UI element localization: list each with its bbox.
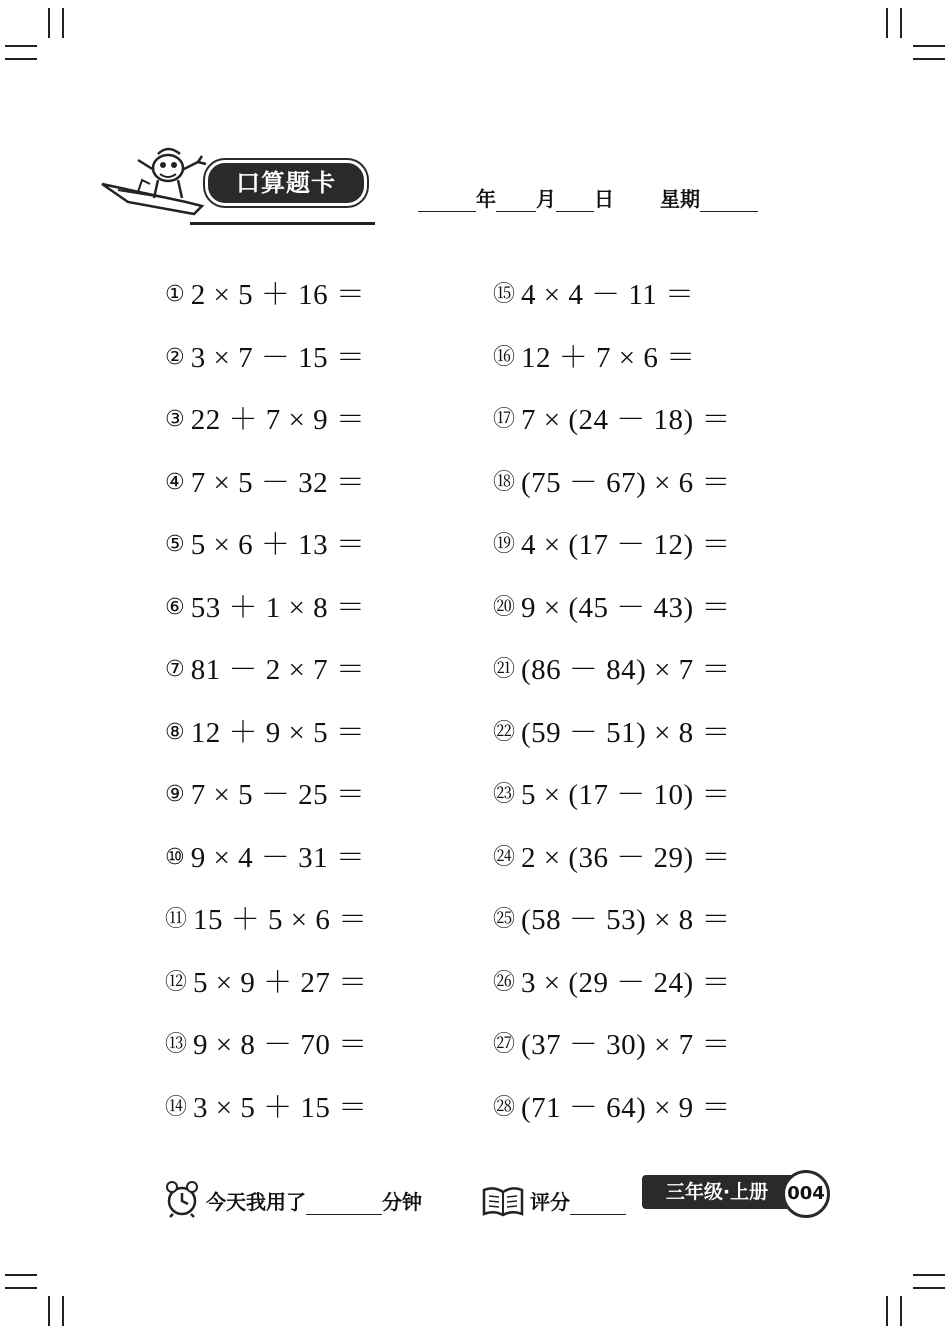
problem-expression: 22 ＋ 7 × 9 ＝ [190,404,366,436]
time-blank[interactable] [306,1192,382,1215]
grade-badge: 三年级·上册 [642,1175,792,1209]
problem-item [493,645,731,695]
crop-mark [900,1296,902,1326]
problem-number: ⑨ [165,782,185,808]
problem-expression: 9 × 8 － 70 ＝ [193,1029,368,1061]
page-number: 004 [782,1170,830,1218]
problem-expression: 4 × (17 － 12) ＝ [521,529,731,561]
day-label: 日 [594,187,614,211]
crop-mark [5,58,37,60]
problem-item [165,1020,368,1070]
problem-expression: 15 ＋ 5 × 6 ＝ [193,904,368,936]
time-used [206,1186,422,1215]
problem-expression: 7 × 5 － 25 ＝ [190,779,366,811]
crop-mark [913,45,945,47]
header-rule [190,222,375,225]
problem-number: ⑬ [165,1032,188,1058]
problem-item [165,708,365,758]
problem-expression: 3 × 5 ＋ 15 ＝ [193,1091,368,1124]
month-label: 月 [536,187,556,211]
crop-mark [48,8,50,38]
problem-item [165,895,368,945]
crop-mark [913,58,945,60]
problem-number: ⑦ [165,657,185,683]
problem-expression: 3 × 7 － 15 ＝ [190,341,366,374]
problem-number: ⑥ [165,594,185,620]
problem-expression: 5 × (17 － 10) ＝ [521,779,731,811]
problem-item [493,1020,731,1070]
problem-expression: 81 － 2 × 7 ＝ [190,654,366,686]
problem-item [165,833,365,883]
problem-item [493,458,731,508]
problem-number: ③ [165,407,185,433]
problem-expression: 5 × 9 ＋ 27 ＝ [193,966,368,999]
crop-mark [48,1296,50,1326]
problem-item [165,645,365,695]
crop-mark [62,8,64,38]
crop-mark [5,1287,37,1289]
problem-expression: 12 ＋ 7 × 6 ＝ [521,341,696,374]
problem-item [165,1083,368,1133]
problem-number: ⑤ [165,532,185,558]
problem-expression: (59 － 51) × 8 ＝ [521,716,731,749]
problem-expression: (86 － 84) × 7 ＝ [521,654,731,686]
score-blank[interactable] [570,1192,626,1215]
problem-expression: 53 ＋ 1 × 8 ＝ [190,591,366,624]
alarm-clock-icon [165,1180,199,1218]
problem-expression: 2 × 5 ＋ 16 ＝ [190,279,366,311]
problem-item [165,458,365,508]
problem-item [165,395,365,445]
mascot-icon [98,140,208,230]
score [530,1186,626,1215]
problem-number: ④ [165,469,185,495]
problem-expression: (58 － 53) × 8 ＝ [521,904,731,936]
problem-item [165,583,365,633]
problem-number: ⑮ [493,282,516,308]
day-blank[interactable] [556,189,594,212]
crop-mark [886,8,888,38]
problem-expression: 3 × (29 － 24) ＝ [521,966,731,999]
problem-number: ⑯ [493,344,516,370]
problem-number: ㉖ [493,969,516,995]
date-line [418,182,758,212]
crop-mark [5,45,37,47]
problem-number: ⑰ [493,407,516,433]
problem-number: ⑪ [165,907,188,933]
problem-item [493,395,731,445]
problem-expression: 7 × 5 － 32 ＝ [190,466,366,499]
problem-item [493,1083,731,1133]
problem-item [493,270,695,320]
problem-expression: (37 － 30) × 7 ＝ [521,1029,731,1061]
problem-number: ㉑ [493,657,516,683]
problem-number: ⑫ [165,969,188,995]
crop-mark [5,1274,37,1276]
problem-number: ㉒ [493,719,516,745]
problem-item [493,583,731,633]
problem-number: ㉕ [493,907,516,933]
problem-number: ⑲ [493,532,516,558]
card-title: 口算题卡 [205,160,367,206]
book-icon [480,1184,526,1218]
problem-expression: 12 ＋ 9 × 5 ＝ [190,716,366,749]
problem-number: ㉓ [493,782,516,808]
problem-expression: (71 － 64) × 9 ＝ [521,1091,731,1124]
problem-item [493,833,731,883]
problem-item [165,958,368,1008]
problem-number: ⑧ [165,719,185,745]
weekday-blank[interactable] [700,189,758,212]
score-label: 评分 [530,1190,570,1214]
problem-item [165,270,365,320]
problem-number: ㉗ [493,1032,516,1058]
weekday-label: 星期 [660,187,700,211]
problem-item [165,333,365,383]
problem-item [165,520,365,570]
problem-expression: 2 × (36 － 29) ＝ [521,841,731,874]
problem-item [493,895,731,945]
crop-mark [913,1274,945,1276]
problem-item [493,708,731,758]
crop-mark [886,1296,888,1326]
problem-item [165,770,365,820]
problem-expression: 5 × 6 ＋ 13 ＝ [190,529,366,561]
problem-expression: 9 × (45 － 43) ＝ [521,591,731,624]
time-suffix: 分钟 [382,1190,422,1214]
crop-mark [62,1296,64,1326]
problem-number: ⑭ [165,1094,188,1120]
month-blank[interactable] [496,189,536,212]
crop-mark [900,8,902,38]
problem-item [493,520,731,570]
problem-number: ① [165,282,185,308]
problem-number: ㉔ [493,844,516,870]
problem-number: ② [165,344,185,370]
problem-expression: (75 － 67) × 6 ＝ [521,466,731,499]
year-blank[interactable] [418,189,476,212]
time-prefix: 今天我用了 [206,1190,306,1214]
problem-number: ⑩ [165,844,185,870]
problem-number: ⑳ [493,594,516,620]
year-label: 年 [476,187,496,211]
problem-item [493,333,696,383]
problem-item [493,770,731,820]
problem-expression: 7 × (24 － 18) ＝ [521,404,731,436]
problem-expression: 4 × 4 － 11 ＝ [521,279,695,311]
crop-mark [913,1287,945,1289]
problem-expression: 9 × 4 － 31 ＝ [190,841,366,874]
problem-number: ⑱ [493,469,516,495]
problem-item [493,958,731,1008]
problem-number: ㉘ [493,1094,516,1120]
